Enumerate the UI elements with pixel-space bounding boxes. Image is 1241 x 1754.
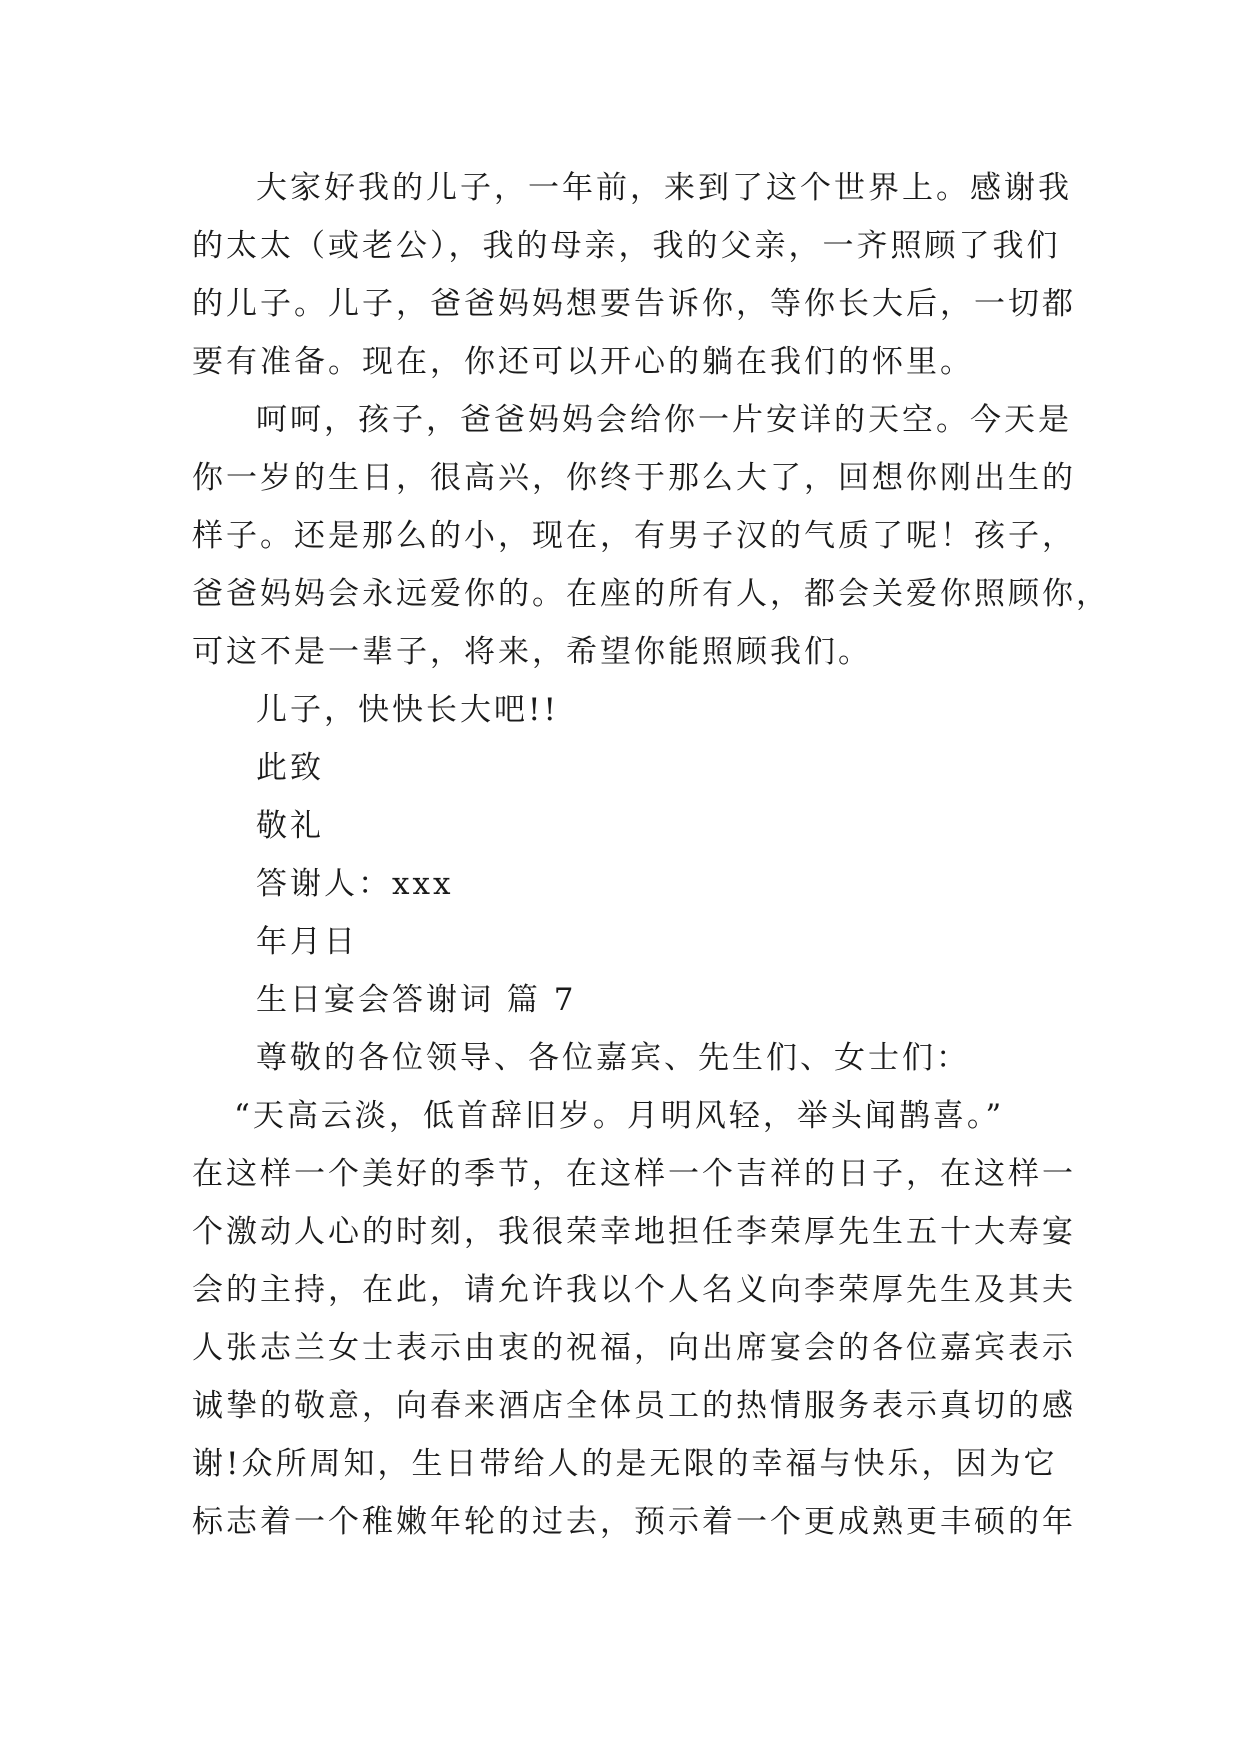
paragraph-line: 爸爸妈妈会永远爱你的。在座的所有人，都会关爱你照顾你， <box>192 576 1110 612</box>
paragraph-line: 你一岁的生日，很高兴，你终于那么大了，回想你刚出生的 <box>192 460 1076 496</box>
paragraph-line: 大家好我的儿子，一年前，来到了这个世界上。感谢我 <box>256 170 1072 206</box>
paragraph-line: 标志着一个稚嫩年轮的过去，预示着一个更成熟更丰硕的年 <box>192 1504 1076 1540</box>
salutation-line: 此致 <box>256 750 324 786</box>
paragraph-line: 要有准备。现在，你还可以开心的躺在我们的怀里。 <box>192 344 974 380</box>
paragraph-line: 在这样一个美好的季节，在这样一个吉祥的日子，在这样一 <box>192 1156 1076 1192</box>
paragraph-line: 的儿子。儿子，爸爸妈妈想要告诉你，等你长大后，一切都 <box>192 286 1076 322</box>
section-heading: 生日宴会答谢词 篇 7 <box>256 982 577 1018</box>
paragraph-line: 呵呵，孩子，爸爸妈妈会给你一片安详的天空。今天是 <box>256 402 1072 438</box>
paragraph-line: 可这不是一辈子，将来，希望你能照顾我们。 <box>192 634 872 670</box>
signature-line: 答谢人：xxx <box>256 866 454 902</box>
paragraph-line: 个激动人心的时刻，我很荣幸地担任李荣厚先生五十大寿宴 <box>192 1214 1076 1250</box>
paragraph-line: 的太太（或老公），我的母亲，我的父亲，一齐照顾了我们 <box>192 228 1061 264</box>
paragraph-line: 样子。还是那么的小，现在，有男子汉的气质了呢！孩子， <box>192 518 1076 554</box>
paragraph-line: “天高云淡，低首辞旧岁。月明风轻，举头闻鹊喜。” <box>234 1098 1005 1134</box>
paragraph-line: 诚挚的敬意，向春来酒店全体员工的热情服务表示真切的感 <box>192 1388 1076 1424</box>
greeting-line: 尊敬的各位领导、各位嘉宾、先生们、女士们： <box>256 1040 970 1076</box>
paragraph-line: 谢!众所周知，生日带给人的是无限的幸福与快乐，因为它 <box>192 1446 1058 1482</box>
paragraph-line: 人张志兰女士表示由衷的祝福，向出席宴会的各位嘉宾表示 <box>192 1330 1076 1366</box>
closing-line: 儿子，快快长大吧!! <box>256 692 559 728</box>
paragraph-line: 会的主持，在此，请允许我以个人名义向李荣厚先生及其夫 <box>192 1272 1076 1308</box>
date-line: 年月日 <box>256 924 358 960</box>
salutation-line: 敬礼 <box>256 808 324 844</box>
